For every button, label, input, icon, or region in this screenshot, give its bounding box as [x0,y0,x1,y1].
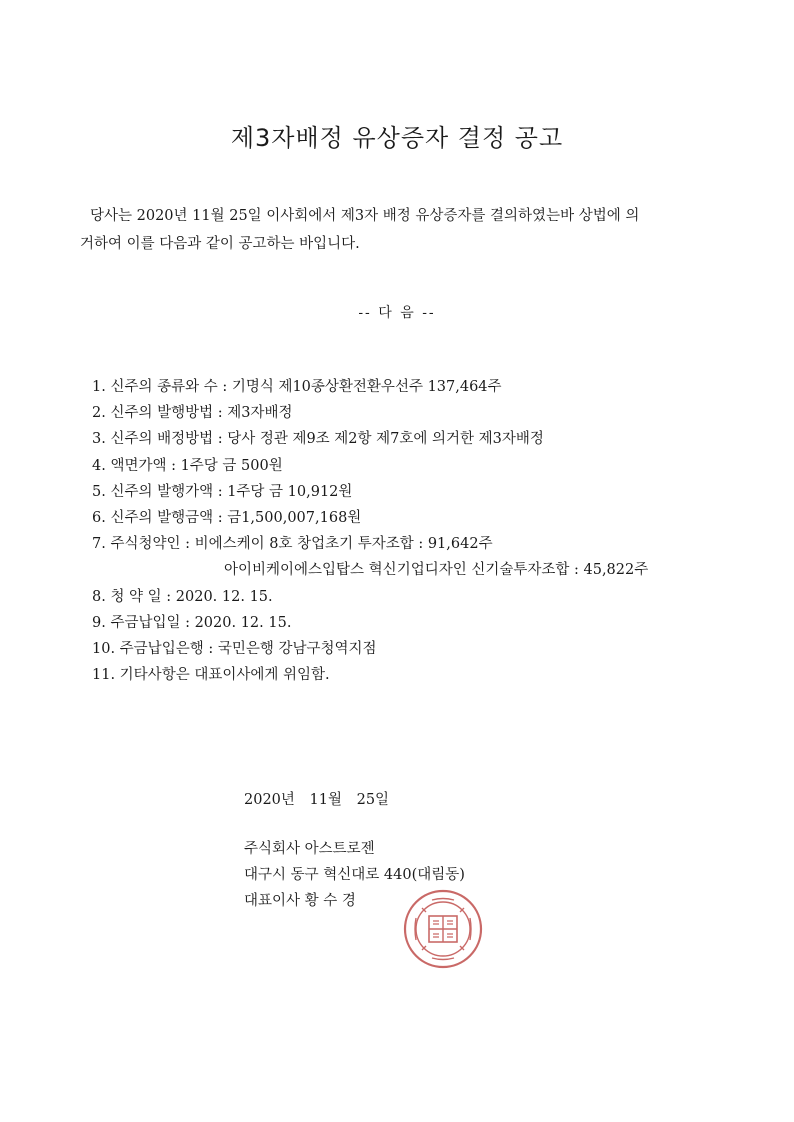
company-seal-icon [402,888,484,970]
intro-line-2: 거하여 이를 다음과 같이 공고하는 바입니다. [80,236,360,252]
page-title: 제3자배정 유상증자 결정 공고 [230,124,564,152]
list-item: 1. 신주의 종류와 수 : 기명식 제10종상환전환우선주 137,464주 [92,379,502,395]
company-name: 주식회사 아스트로젠 [244,841,375,857]
list-item: 2. 신주의 발행방법 : 제3자배정 [92,405,293,422]
date-month: 11월 [309,792,342,808]
list-item: 7. 주식청약인 : 비에스케이 8호 창업초기 투자조합 : 91,642주 [92,536,493,553]
company-ceo: 대표이사 황 수 경 [244,893,356,909]
list-item: 3. 신주의 배정방법 : 당사 정관 제9조 제2항 제7호에 의거한 제3자배정 [92,431,544,448]
date-year: 2020년 [244,792,295,808]
list-item-continuation: 아이비케이에스입탑스 혁신기업디자인 신기술투자조합 : 45,822주 [224,562,649,579]
list-item: 6. 신주의 발행금액 : 금1,500,007,168원 [92,509,362,526]
intro-paragraph [80,202,730,258]
list-item: 4. 액면가액 : 1주당 금 500원 [92,457,283,474]
announcement-date [244,788,399,809]
separator-heading: -- 다 음 -- [358,305,436,321]
intro-line-1: 당사는 2020년 11월 25일 이사회에서 제3자 배정 유상증자를 결의하였는바 상법에 의 [90,208,640,224]
date-day: 25일 [356,792,390,808]
items-list [92,374,772,688]
list-item: 5. 신주의 발행가액 : 1주당 금 10,912원 [92,483,353,500]
list-item: 8. 청 약 일 : 2020. 12. 15. [92,588,273,605]
list-item: 9. 주금납입일 : 2020. 12. 15. [92,614,292,631]
list-item: 10. 주금납입은행 : 국민은행 강남구청역지점 [92,640,377,657]
company-address: 대구시 동구 혁신대로 440(대림동) [244,867,465,883]
list-item: 11. 기타사항은 대표이사에게 위임함. [92,667,330,684]
